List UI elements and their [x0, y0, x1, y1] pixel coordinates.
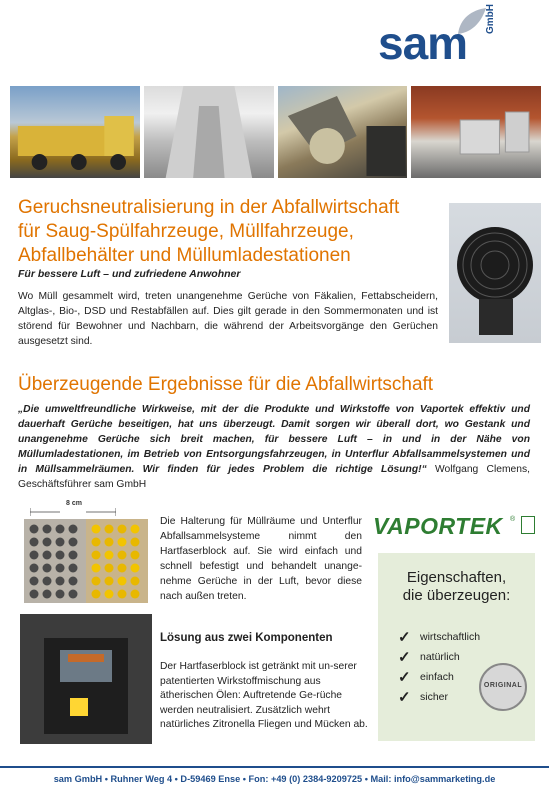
hole-dot — [43, 564, 52, 573]
footer-contact: sam GmbH • Ruhner Weg 4 • D-59469 Ense • Fon: +49 (0) 2384-9209725 • Mail: info@sammarketing.de — [53, 774, 496, 784]
hole-dot — [30, 564, 39, 573]
yellow-dot — [105, 577, 114, 586]
hole-dot — [69, 577, 78, 586]
original-seal-icon — [479, 663, 527, 711]
property-label: wirtschaftlich — [420, 631, 481, 643]
logo-suffix: GmbH — [485, 4, 496, 34]
property-item — [398, 687, 480, 707]
yellow-dot — [92, 525, 101, 534]
property-label: sicher — [420, 691, 449, 703]
fibre-block-photo — [20, 513, 152, 609]
section1-subtitle: Für bessere Luft – und zufriedene Anwohner — [18, 268, 241, 280]
yellow-dot — [105, 538, 114, 547]
yellow-dot — [105, 564, 114, 573]
machine-photo — [411, 86, 541, 178]
testimonial-quote — [18, 402, 530, 492]
section3-paragraph: Die Halterung für Müllräume und Unterflur Abfallsammelsysteme nimmt den Hartfaserblock auf. Sie wird einfach und schnell befestigt und behandelt unange-nehme Gerüche in der Luft, bevor diese nach außen treten. — [160, 516, 362, 602]
property-item — [398, 667, 480, 687]
hole-dot — [43, 551, 52, 560]
bin-photo — [20, 614, 152, 744]
yellow-dot — [131, 538, 140, 547]
hole-dot — [43, 525, 52, 534]
waste-photo — [278, 86, 408, 178]
property-label: natürlich — [420, 651, 460, 663]
yellow-dot — [92, 564, 101, 573]
hole-dot — [69, 564, 78, 573]
yellow-dot — [105, 551, 114, 560]
hole-dot — [43, 538, 52, 547]
checkmark-icon: ✓ — [398, 669, 411, 686]
yellow-dot — [118, 525, 127, 534]
yellow-dot — [92, 551, 101, 560]
vaportek-logo — [373, 513, 539, 537]
title-line-3: Abfallbehälter und Müllumladestationen — [18, 245, 351, 266]
hole-dot — [30, 538, 39, 547]
title-line-1: Geruchsneutralisierung in der Abfallwirtschaft — [18, 197, 400, 218]
hole-dot — [43, 590, 52, 599]
yellow-dot — [118, 538, 127, 547]
yellow-dot — [92, 538, 101, 547]
yellow-dot — [105, 590, 114, 599]
logo-word: sam — [378, 17, 468, 69]
company-logo — [378, 4, 498, 69]
property-item — [398, 647, 480, 667]
hole-dot — [43, 577, 52, 586]
hole-dot — [69, 590, 78, 599]
yellow-dot — [118, 564, 127, 573]
yellow-dot — [118, 590, 127, 599]
section3-heading: Lösung aus zwei Komponenten — [160, 632, 333, 644]
leaf-emblem-icon — [521, 516, 535, 534]
measure-marker — [30, 500, 116, 511]
registered-mark: ® — [510, 516, 516, 523]
properties-title — [378, 569, 535, 605]
hole-dot — [56, 538, 65, 547]
yellow-dot — [118, 577, 127, 586]
truck-photo — [10, 86, 140, 178]
footer-divider — [0, 766, 549, 768]
hole-dot — [30, 590, 39, 599]
hole-dot — [69, 551, 78, 560]
yellow-dot — [131, 590, 140, 599]
hall-photo — [144, 86, 274, 178]
yellow-dot — [92, 577, 101, 586]
quote-attribution: Wolfgang Clemens, Geschäftsführer sam GmbH — [18, 464, 530, 490]
yellow-dot — [131, 551, 140, 560]
title-line-2: für Saug-Spülfahrzeuge, Müllfahrzeuge, — [18, 221, 354, 242]
hole-dot — [56, 590, 65, 599]
section1-paragraph: Wo Müll gesammelt wird, treten unangenehme Gerüche von Fäkalien, Fettabscheidern, Altglas-, Bio-, DSD und Restabfällen auf. Dies gilt gerade in den Sommermonaten und ist störend für Bewohner und Nachbarn, die während der Arbeitsvorgänge den Gerüchen ausgesetzt sind. — [18, 291, 438, 347]
property-label: einfach — [420, 671, 454, 683]
footer — [0, 756, 549, 789]
yellow-dot — [131, 577, 140, 586]
properties-title-line-2: die überzeugen: — [402, 587, 511, 604]
property-item — [398, 627, 480, 647]
hole-dot — [69, 538, 78, 547]
hole-dot — [56, 577, 65, 586]
seal-text: ORIGINAL — [483, 682, 523, 689]
yellow-dot — [105, 525, 114, 534]
brand-name: VAPORTEK — [373, 513, 503, 539]
hole-dot — [56, 551, 65, 560]
section3-paragraph-2: Der Hartfaserblock ist getränkt mit un-serer patentierten Wirkstoffmischung aus ätherischen Ölen: Auftretende Ge-rüche werden neutralisiert. Zusätzlich wehrt natürliches Zitronella Fliegen und Mücken ab. — [160, 661, 368, 730]
fan-device-photo — [449, 203, 541, 343]
properties-title-line-1: Eigenschaften, — [406, 569, 507, 586]
hole-dot — [30, 525, 39, 534]
hole-dot — [56, 564, 65, 573]
yellow-dot — [131, 564, 140, 573]
checkmark-icon: ✓ — [398, 629, 411, 646]
photo-strip — [10, 86, 541, 178]
checkmark-icon: ✓ — [398, 689, 411, 706]
hole-dot — [56, 525, 65, 534]
section1-title — [18, 196, 448, 268]
yellow-dot — [118, 551, 127, 560]
yellow-dot — [131, 525, 140, 534]
hole-dot — [30, 551, 39, 560]
properties-box — [378, 553, 535, 741]
measure-label: 8 cm — [66, 500, 82, 507]
quote-text: „Die umweltfreundliche Wirkweise, mit der die Produkte und Wirkstoffe von Vaportek effektiv und dauerhaft Gerüche beseitigen, hat uns überzeugt. Damit sorgen wir überall dort, wo Gestank und unangenehme Gerüche sich breit machen, für bessere Luft – in und in der Nähe von Müllumladestationen, im Betrieb von Entsorgungsfahrzeugen, in Unterflur Abfallsammelsystemen und in Müllsammelräumen. Wir finden für jedes Problem die richtige Lösung!“ — [18, 404, 530, 475]
yellow-dot — [92, 590, 101, 599]
checkmark-icon: ✓ — [398, 649, 411, 666]
hole-dot — [69, 525, 78, 534]
section2-title: Überzeugende Ergebnisse für die Abfallwirtschaft — [18, 374, 434, 395]
properties-list — [398, 627, 480, 707]
hole-dot — [30, 577, 39, 586]
